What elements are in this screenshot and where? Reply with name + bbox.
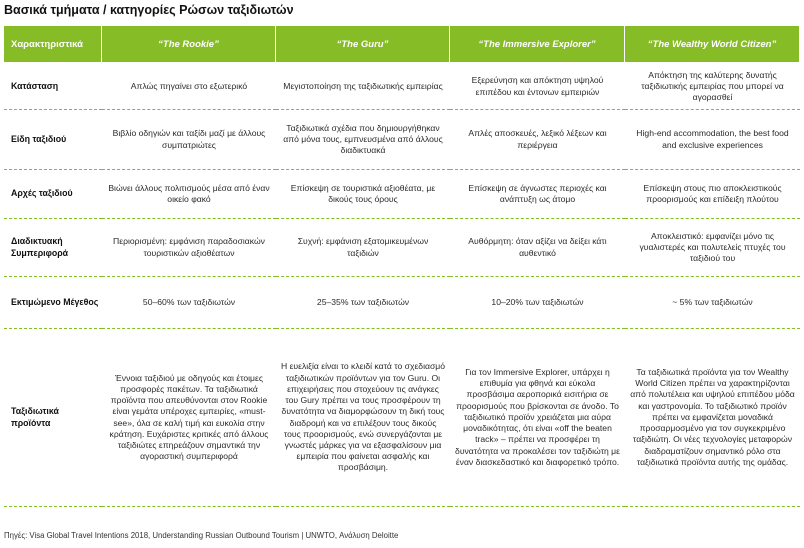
header-guru: “The Guru” [276, 26, 450, 64]
cell-rookie: Βιώνει άλλους πολιτισμούς μέσα από έναν οικείο φακό [102, 170, 276, 219]
cell-wealthy: Επίσκεψη στους πιο αποκλειστικούς προορισμούς και επίδειξη πλούτου [625, 170, 800, 219]
cell-guru: Συχνή: εμφάνιση εξατομικευμένων ταξιδιών [276, 219, 450, 277]
cell-guru: Μεγιστοποίηση της ταξιδιωτικής εμπειρίας [276, 64, 450, 110]
cell-explorer: Αυθόρμητη: όταν αξίζει να δείξει κάτι αυθεντικό [450, 219, 625, 277]
cell-wealthy: Αποκλειστικό: εμφανίζει μόνο τις γυαλιστερές και πολυτελείς πτυχές του ταξιδιού του [625, 219, 800, 277]
table-row [4, 64, 800, 110]
table-header-row [4, 26, 800, 64]
row-label: Ταξιδιωτικά προϊόντα [4, 329, 102, 507]
cell-rookie: Βιβλίο οδηγιών και ταξίδι μαζί με άλλους συμπατριώτες [102, 110, 276, 170]
cell-rookie: Απλώς πηγαίνει στο εξωτερικό [102, 64, 276, 110]
cell-rookie: Περιορισμένη: εμφάνιση παραδοσιακών τουριστικών αξιοθέατων [102, 219, 276, 277]
row-label: Διαδικτυακή Συμπεριφορά [4, 219, 102, 277]
row-label: Κατάσταση [4, 64, 102, 110]
cell-explorer: Για τον Immersive Explorer, υπάρχει η επιθυμία για φθηνά και εύκολα προσβάσιμα αεροπορικά εισιτήρια σε προορισμούς που βρίσκονται σε άνοδο. Το ταξιδιωτικό προϊόν χρειάζεται μια αύρα μοναδικότητας, ότι είναι «off the beaten track» – πρέπει να προσφέρει τη δυνατότητα να προκαλέσει τον ταξιδιώτη με έναν διασκεδαστικό και διαφορετικό τρόπο. [450, 329, 625, 507]
source-note: Πηγές: Visa Global Travel Intentions 2018, Understanding Russian Outbound Tourism | UNWTO, Ανάλυση Deloitte [4, 531, 399, 540]
cell-explorer: 10–20% των ταξιδιωτών [450, 277, 625, 329]
cell-rookie: 50–60% των ταξιδιωτών [102, 277, 276, 329]
header-characteristics: Χαρακτηριστικά [4, 26, 102, 64]
cell-guru: Επίσκεψη σε τουριστικά αξιοθέατα, με δικούς τους όρους [276, 170, 450, 219]
table-row [4, 110, 800, 170]
page-title: Βασικά τμήματα / κατηγορίες Ρώσων ταξιδιωτών [4, 3, 294, 17]
row-label: Είδη ταξιδιού [4, 110, 102, 170]
table-row [4, 219, 800, 277]
header-explorer: “The Immersive Explorer” [450, 26, 625, 64]
cell-explorer: Απλές αποσκευές, λεξικό λέξεων και περιέργεια [450, 110, 625, 170]
cell-wealthy: ~ 5% των ταξιδιωτών [625, 277, 800, 329]
traveler-segments-table [4, 26, 800, 507]
cell-guru: Ταξιδιωτικά σχέδια που δημιουργήθηκαν από μόνα τους, εμπνευσμένα από άλλους διαδικτυακά [276, 110, 450, 170]
header-wealthy: “The Wealthy World Citizen” [625, 26, 800, 64]
header-rookie: “The Rookie” [102, 26, 276, 64]
cell-guru: 25–35% των ταξιδιωτών [276, 277, 450, 329]
cell-explorer: Επίσκεψη σε άγνωστες περιοχές και ανάπτυξη ως άτομο [450, 170, 625, 219]
cell-guru: Η ευελιξία είναι το κλειδί κατά το σχεδιασμό ταξιδιωτικών προϊόντων για τον Guru. Οι επιχειρήσεις που στοχεύουν τις ανάγκες του Gury πρέπει να τους προσφέρουν τη δυνατότητα να διαμορφώσουν τη δική τους διαδρομή και να επιλέξουν τους δικούς τους προορισμούς, ενώ συνεργάζονται με γνωστές μάρκες για να εξασφαλίσουν μια εμπειρία που φαίνεται ασφαλής και προσβάσιμη. [276, 329, 450, 507]
table-row [4, 277, 800, 329]
table-row [4, 329, 800, 507]
row-label: Εκτιμώμενο Μέγεθος [4, 277, 102, 329]
cell-wealthy: Τα ταξιδιωτικά προϊόντα για τον Wealthy World Citizen πρέπει να χαρακτηρίζονται από πολυτέλεια και υψηλού επιπέδου μόδα και γαστρονομία. Το ταξιδιωτικό προϊόν πρέπει να εμφανίζεται μοναδικά προσαρμοσμένο για τον συγκεκριμένο ταξιδιώτη. Οι νέες τεχνολογίες μεταφορών διαδραματίζουν σημαντικό ρόλο στα ταξιδιωτικά προϊόντα αυτής της ομάδας. [625, 329, 800, 507]
cell-explorer: Εξερεύνηση και απόκτηση υψηλού επιπέδου και έντονων εμπειριών [450, 64, 625, 110]
row-label: Αρχές ταξιδιού [4, 170, 102, 219]
table-row [4, 170, 800, 219]
cell-rookie: Έννοια ταξιδιού με οδηγούς και έτοιμες προσφορές πακέτων. Τα ταξιδιωτικά προϊόντα που απευθύνονται στον Rookie είναι γεμάτα υπέροχες εμπειρίες, «must-see», όλα σε καλή τιμή και ευκολία στην κράτηση. Ευχάριστες κριτικές από άλλους ταξιδιώτες επηρεάζουν σημαντικά την αγοραστική συμπεριφορά [102, 329, 276, 507]
cell-wealthy: High-end accommodation, the best food and exclusive experiences [625, 110, 800, 170]
cell-wealthy: Απόκτηση της καλύτερης δυνατής ταξιδιωτικής εμπειρίας που μπορεί να αγορασθεί [625, 64, 800, 110]
